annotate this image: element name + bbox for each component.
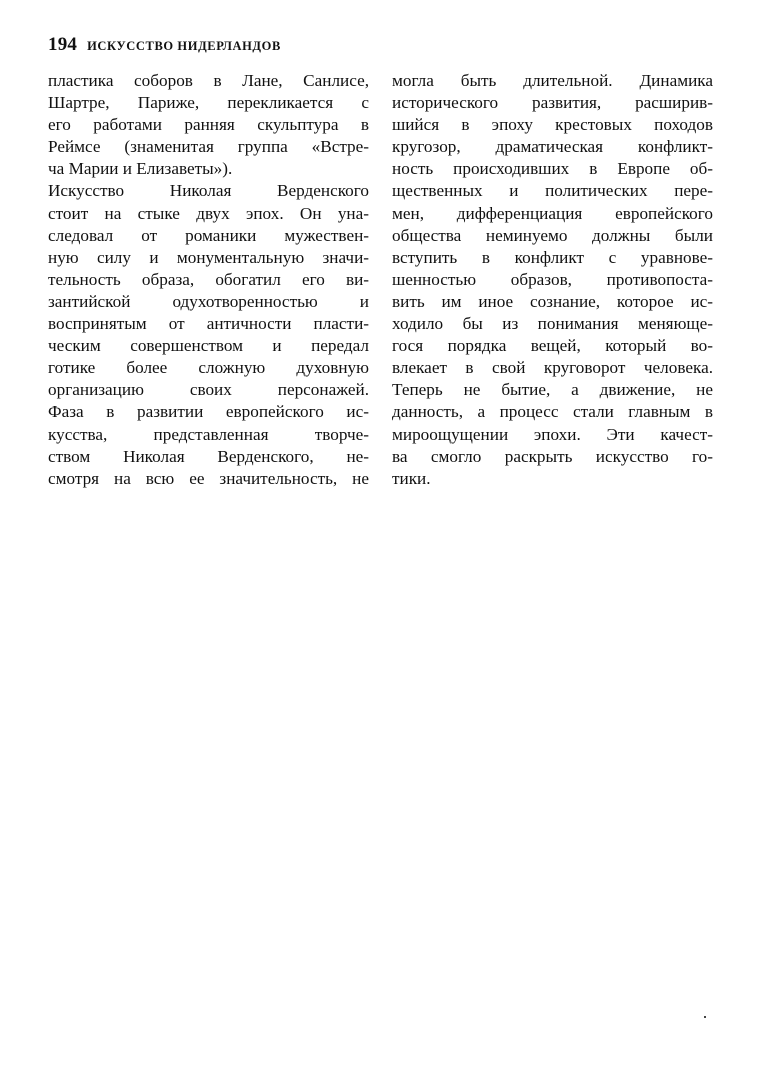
text-line: организацию своих персонажей. [48, 380, 369, 400]
text-line: следовал от романики мужествен- [48, 225, 369, 245]
scan-speck [704, 1016, 706, 1018]
running-header [48, 34, 708, 58]
text-line: Теперь не бытие, а движение, не [392, 380, 713, 400]
text-line: шийся в эпоху крестовых походов [392, 115, 713, 135]
running-title: ИСКУССТВО НИДЕРЛАНДОВ [87, 39, 281, 53]
text-line: мен, дифференциация европейского [392, 203, 713, 223]
text-line: ность происходивших в Европе об- [392, 159, 713, 179]
text-line: зантийской одухотворенностью и [48, 291, 369, 311]
text-line: кругозор, драматическая конфликт- [392, 137, 713, 157]
page-number: 194 [48, 34, 78, 55]
text-column-right [392, 70, 713, 490]
text-line: ческим совершенством и передал [48, 336, 369, 356]
text-line: готике более сложную духовную [48, 358, 369, 378]
text-column-left [48, 70, 369, 490]
text-line: вступить в конфликт с уравнове- [392, 247, 713, 267]
text-line: Фаза в развитии европейского ис- [48, 402, 369, 422]
text-line: Искусство Николая Верденского [48, 181, 369, 201]
text-line: шенностью образов, противопоста- [392, 269, 713, 289]
text-line: гося порядка вещей, который во- [392, 336, 713, 356]
text-line: ную силу и монументальную значи- [48, 247, 369, 267]
text-line: могла быть длительной. Динамика [392, 71, 713, 90]
text-line: пластика соборов в Лане, Санлисе, [48, 71, 369, 90]
text-line: влекает в свой круговорот человека. [392, 358, 713, 378]
text-line: мироощущении эпохи. Эти качест- [392, 424, 713, 444]
text-line: ством Николая Верденского, не- [48, 446, 369, 466]
text-line: воспринятым от античности пласти- [48, 314, 369, 334]
text-line: Реймсе (знаменитая группа «Встре- [48, 137, 369, 157]
text-line: тельность образа, обогатил его ви- [48, 269, 369, 289]
text-line: щественных и политических пере- [392, 181, 713, 201]
text-line: его работами ранняя скульптура в [48, 115, 369, 135]
text-line: стоит на стыке двух эпох. Он уна- [48, 203, 369, 223]
text-line: Шартре, Париже, перекликается с [48, 93, 369, 113]
text-line: ва смогло раскрыть искусство го- [392, 446, 713, 466]
text-line: ходило бы из понимания меняюще- [392, 314, 713, 334]
text-line: смотря на всю ее значительность, не [48, 468, 369, 488]
text-line: вить им иное сознание, которое ис- [392, 291, 713, 311]
text-line: кусства, представленная творче- [48, 424, 369, 444]
text-line: тики. [392, 468, 431, 488]
text-line: данность, а процесс стали главным в [392, 402, 713, 422]
text-line: общества неминуемо должны были [392, 225, 713, 245]
text-line: исторического развития, расширив- [392, 93, 713, 113]
text-line: ча Марии и Елизаветы»). [48, 159, 233, 179]
